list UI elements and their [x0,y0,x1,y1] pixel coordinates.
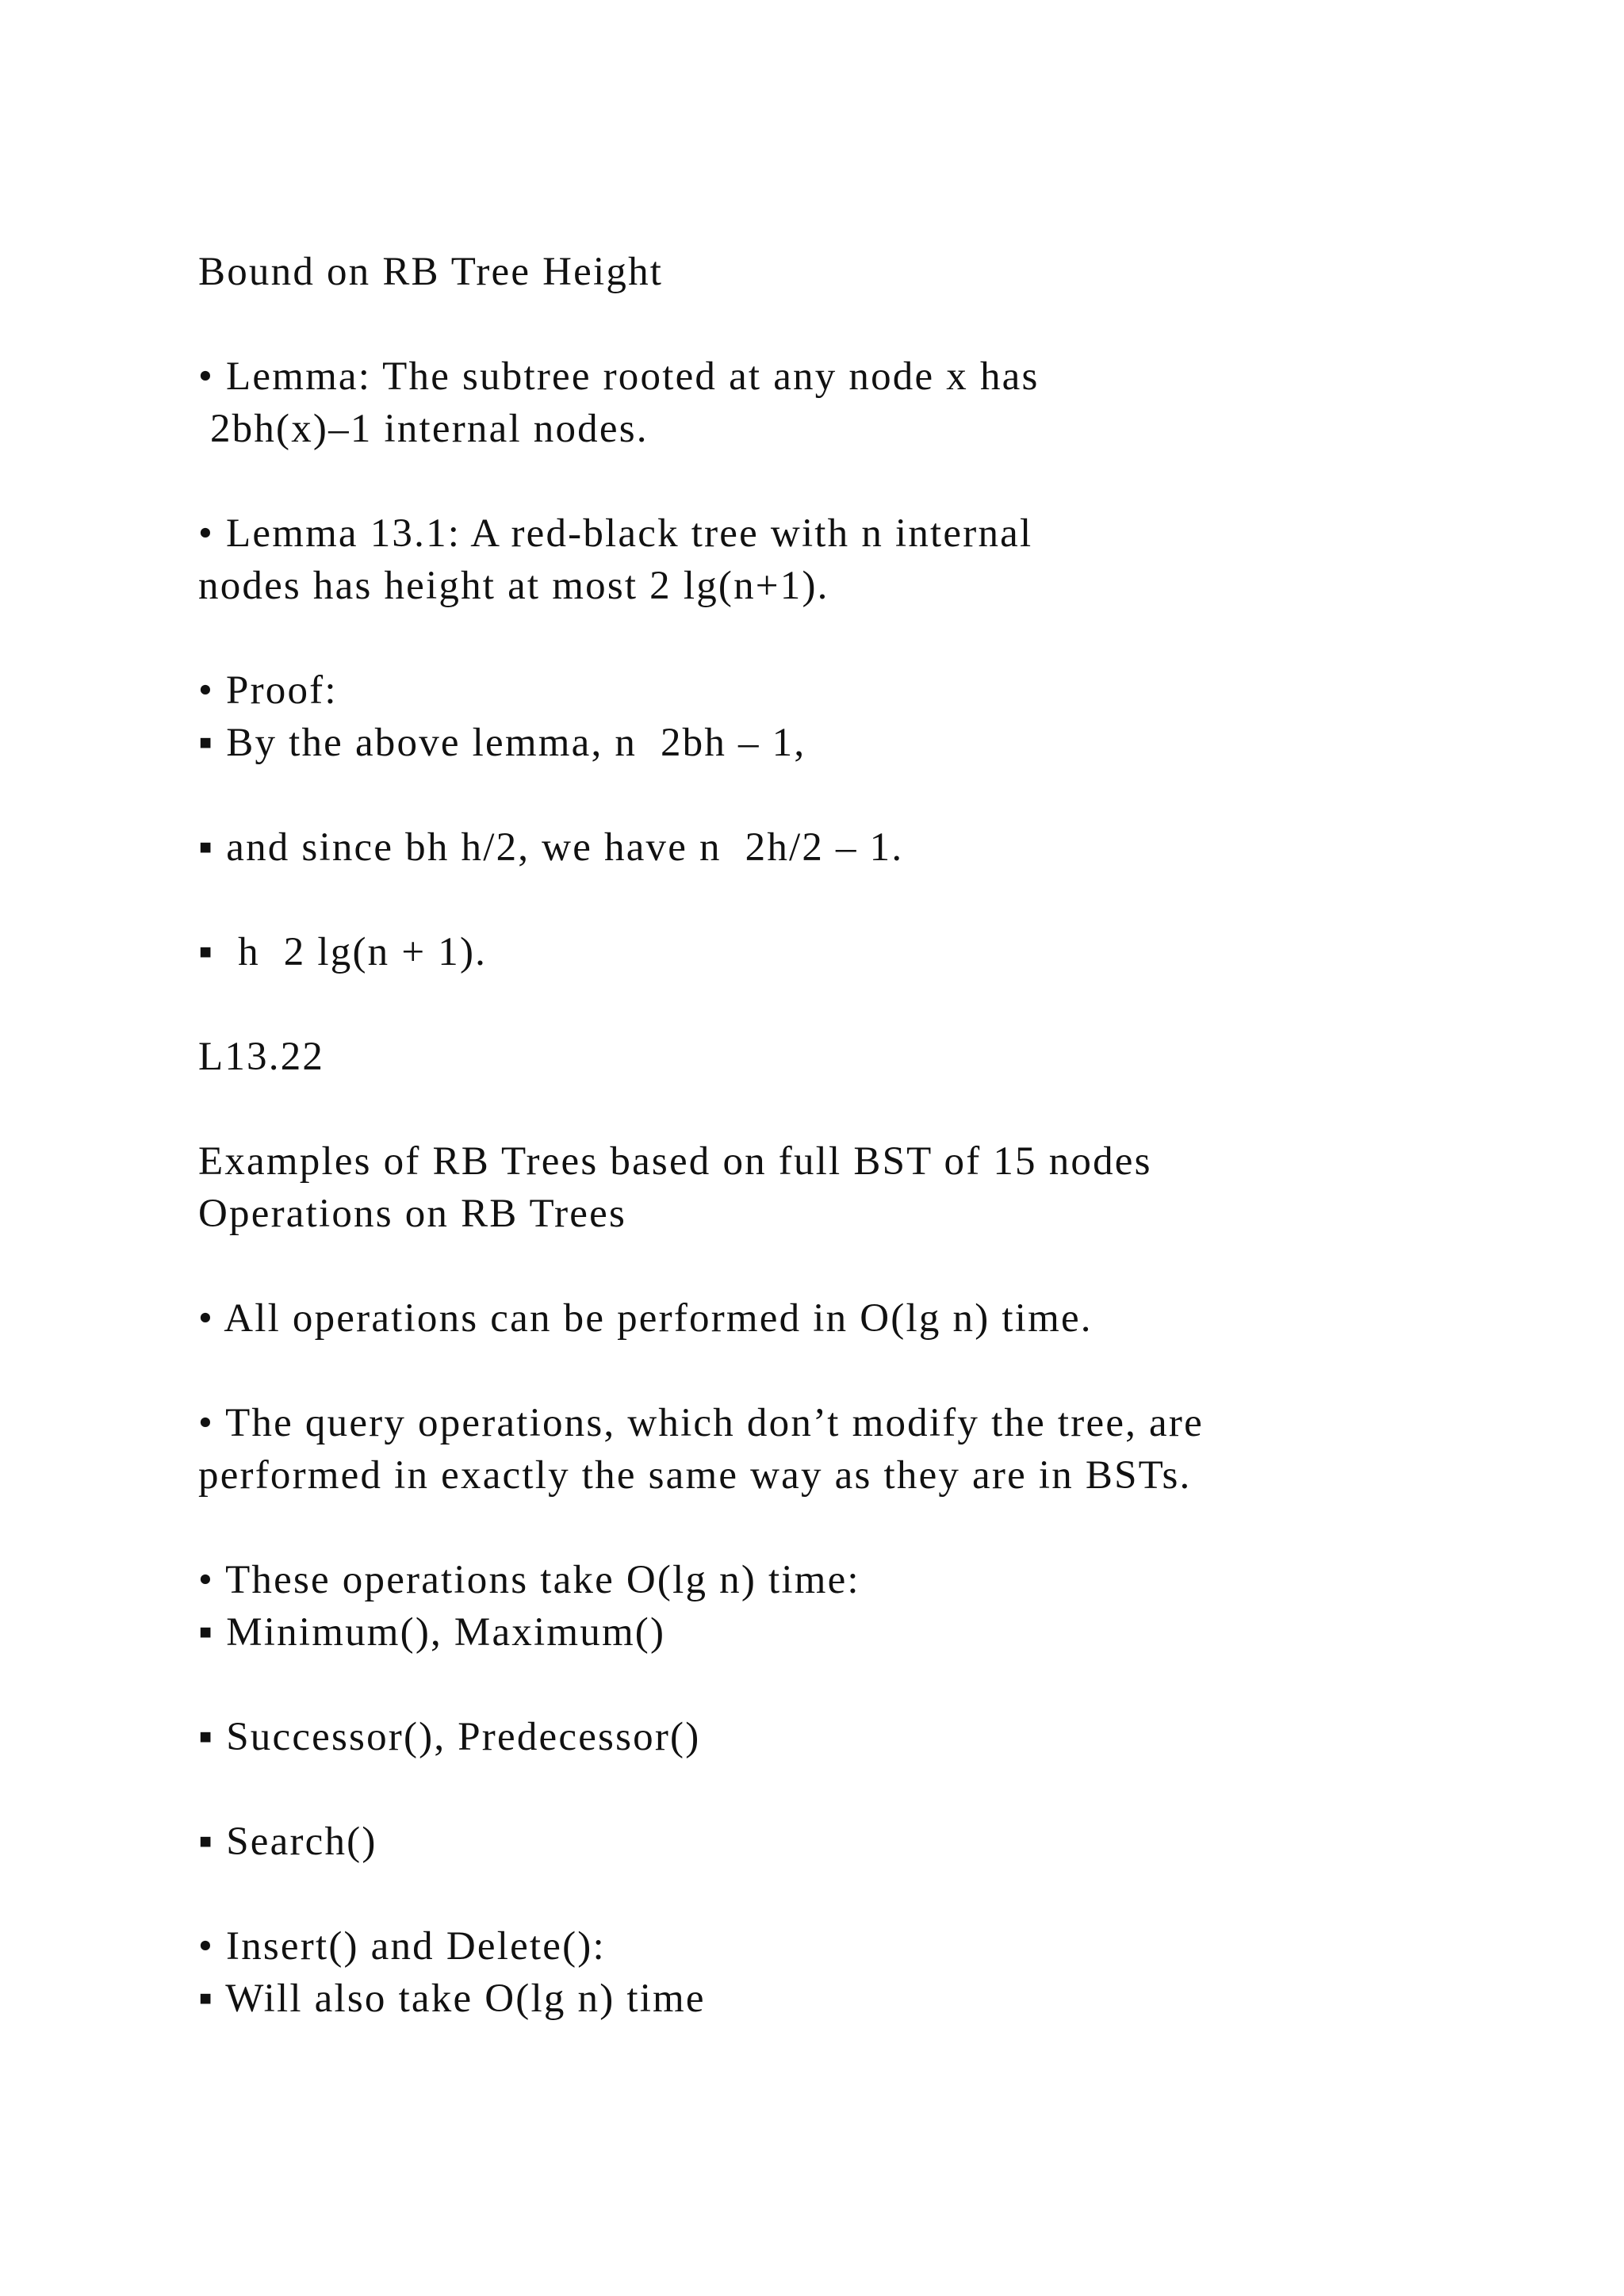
blank-line [198,1240,1546,1292]
text-line: ▪ and since bh h/2, we have n 2h/2 – 1. [198,825,904,870]
blank-line [198,1763,1546,1816]
blank-line [198,1502,1546,1554]
document-body [198,246,1546,2025]
slide-number: L13.22 [198,1035,325,1079]
blank-line [198,874,1546,926]
section-heading: Operations on RB Trees [198,1192,626,1236]
text-line: 2bh(x)–1 internal nodes. [198,407,649,451]
text-line: ▪ h 2 lg(n + 1). [198,930,488,974]
text-line: • Lemma 13.1: A red-black tree with n internal [198,511,1033,556]
text-line: • The query operations, which don’t modify the tree, are [198,1401,1204,1445]
text-line: • These operations take O(lg n) time: [198,1558,860,1602]
text-line: ▪ Search() [198,1820,377,1864]
page-title: Bound on RB Tree Height [198,250,664,294]
blank-line [198,298,1546,350]
text-line: ▪ Minimum(), Maximum() [198,1610,666,1655]
text-line: Examples of RB Trees based on full BST of 15 nodes [198,1139,1152,1184]
blank-line [198,1083,1546,1135]
text-line: • All operations can be performed in O(lg n) time. [198,1296,1093,1341]
blank-line [198,455,1546,507]
blank-line [198,612,1546,664]
text-line: performed in exactly the same way as they are in BSTs. [198,1453,1192,1498]
text-line: ▪ By the above lemma, n 2bh – 1, [198,721,806,765]
blank-line [198,978,1546,1031]
blank-line [198,1659,1546,1711]
text-line: • Insert() and Delete(): [198,1924,606,1969]
blank-line [198,1345,1546,1397]
text-line: ▪ Will also take O(lg n) time [198,1976,706,2021]
text-line: ▪ Successor(), Predecessor() [198,1715,701,1759]
blank-line [198,1868,1546,1920]
text-line: • Lemma: The subtree rooted at any node x has [198,354,1040,399]
blank-line [198,769,1546,821]
text-line: • Proof: [198,668,338,713]
text-line: nodes has height at most 2 lg(n+1). [198,564,829,608]
